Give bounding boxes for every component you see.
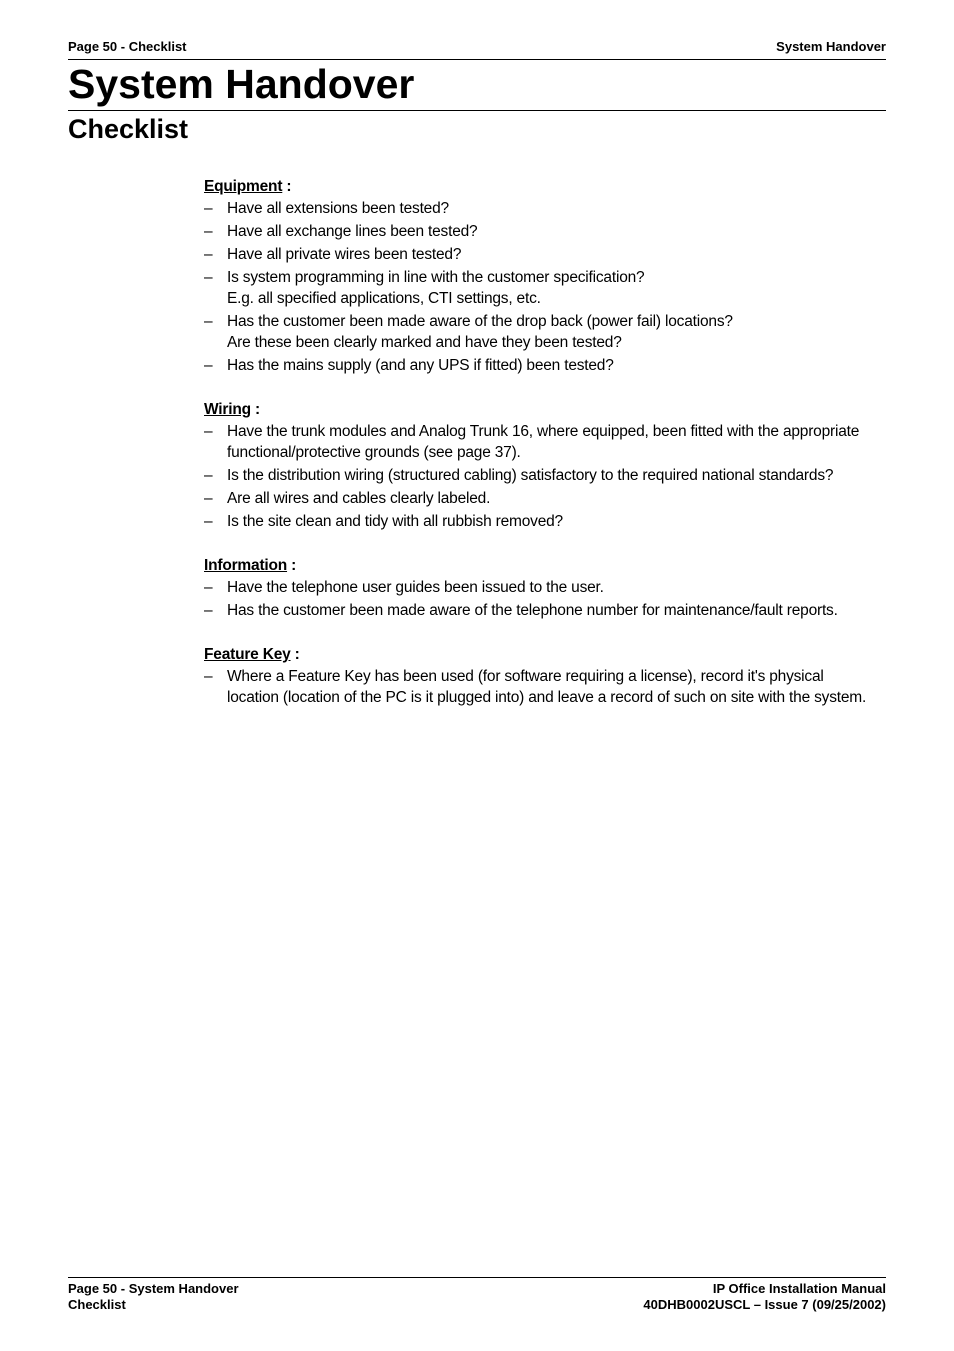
section-title-text: Equipment [204,178,283,195]
footer-left-line2: Checklist [68,1297,126,1312]
dash-bullet: – [204,357,213,374]
checklist-item [204,421,894,463]
checklist-item [204,355,894,376]
checklist-item-text: location (location of the PC is it plugged into) and leave a record of such on site with the system. [227,689,867,706]
dash-bullet: – [204,246,213,263]
section-title [204,176,894,197]
section-title-text: Information [204,557,288,574]
dash-bullet: – [204,200,213,217]
checklist-item-text: Are these been clearly marked and have they been tested? [227,334,622,351]
checklist-item-text: Has the mains supply (and any UPS if fitted) been tested? [227,357,614,374]
checklist-item [204,488,894,509]
checklist-content [204,176,894,731]
dash-bullet: – [204,513,213,530]
checklist-section [204,399,894,532]
checklist-item [204,221,894,242]
checklist-list [204,421,894,532]
section-title-colon: : [282,178,292,195]
checklist-list [204,198,894,376]
checklist-item-text: Is the distribution wiring (structured cabling) satisfactory to the required national standards? [227,467,834,484]
dash-bullet: – [204,423,213,440]
checklist-item-text: Have the trunk modules and Analog Trunk 16, where equipped, been fitted with the appropriate [227,423,860,440]
section-title-text: Feature Key [204,646,291,663]
section-title-colon: : [287,557,297,574]
footer-right [643,1281,886,1313]
header-left: Page 50 - Checklist [68,39,187,54]
checklist-item-text: Have all extensions been tested? [227,200,449,217]
checklist-item [204,244,894,265]
checklist-item [204,311,894,353]
checklist-item [204,511,894,532]
dash-bullet: – [204,668,213,685]
footer-right-line1: IP Office Installation Manual [712,1281,886,1296]
footer-right-line2: 40DHB0002USCL – Issue 7 (09/25/2002) [643,1297,886,1312]
checklist-section [204,176,894,376]
checklist-list [204,577,894,621]
footer-left-line1: Page 50 - System Handover [68,1281,239,1296]
checklist-item-text: Is the site clean and tidy with all rubbish removed? [227,513,563,530]
header-right: System Handover [776,39,886,54]
section-title [204,555,894,576]
page-subtitle: Checklist [68,114,189,144]
checklist-item-text: Have the telephone user guides been issued to the user. [227,579,604,596]
dash-bullet: – [204,579,213,596]
checklist-item-text: Have all exchange lines been tested? [227,223,478,240]
checklist-list [204,666,894,708]
checklist-item-text: Where a Feature Key has been used (for software requiring a license), record it's physical [227,668,824,685]
dash-bullet: – [204,602,213,619]
section-title-colon: : [290,646,300,663]
checklist-item [204,465,894,486]
checklist-item [204,600,894,621]
checklist-section [204,644,894,708]
page-footer [68,1277,886,1312]
checklist-section [204,555,894,621]
dash-bullet: – [204,490,213,507]
section-title [204,399,894,420]
section-title-colon: : [250,401,260,418]
dash-bullet: – [204,269,213,286]
checklist-item [204,577,894,598]
dash-bullet: – [204,223,213,240]
checklist-item-text: functional/protective grounds (see page 37). [227,444,521,461]
checklist-item-text: Have all private wires been tested? [227,246,462,263]
checklist-item [204,198,894,219]
checklist-item [204,267,894,309]
dash-bullet: – [204,313,213,330]
page-title: System Handover [68,60,886,111]
checklist-item-text: Are all wires and cables clearly labeled. [227,490,491,507]
checklist-item [204,666,894,708]
section-title-text: Wiring [204,401,251,418]
checklist-item-text: Is system programming in line with the customer specification? [227,269,645,286]
checklist-item-text: E.g. all specified applications, CTI settings, etc. [227,290,541,307]
footer-left [68,1281,239,1313]
checklist-item-text: Has the customer been made aware of the telephone number for maintenance/fault reports. [227,602,838,619]
section-title [204,644,894,665]
dash-bullet: – [204,467,213,484]
page-header [68,37,886,60]
checklist-item-text: Has the customer been made aware of the drop back (power fail) locations? [227,313,733,330]
